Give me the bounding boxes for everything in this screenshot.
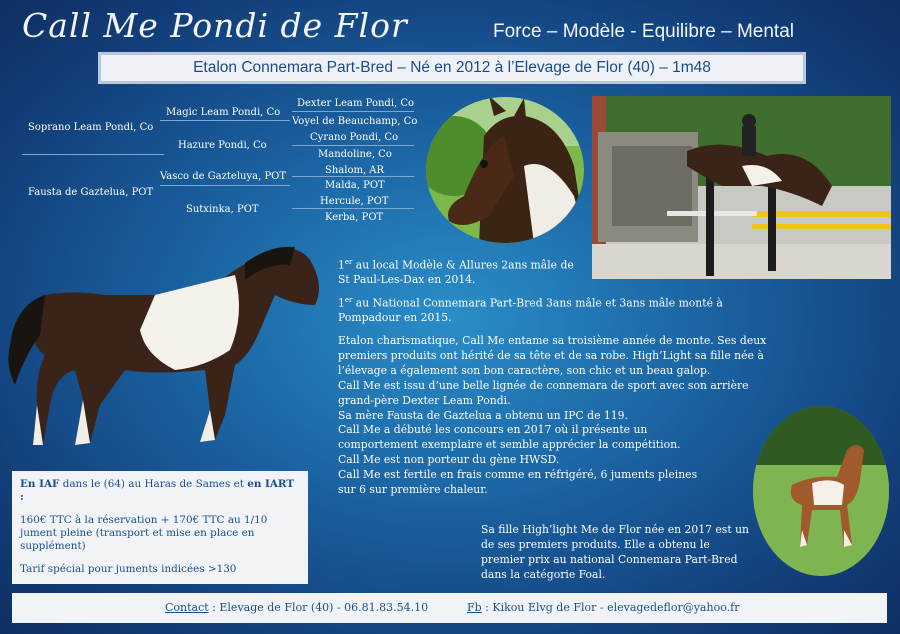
stallion-photo [5, 235, 325, 465]
foal-caption: Sa fille High’light Me de Flor née en 2017 est un de ses premiers produits. Elle a obtenu le premier prix au national Connemara Part-Bred dans la catégorie Foal. [481, 523, 750, 581]
slogan: Force – Modèle - Equilibre – Mental [493, 21, 794, 42]
pedigree-dam-sire: Vasco de Gazteluya, POT [160, 171, 287, 182]
price-info: 160€ TTC à la réservation + 170€ TTC au 1/10 jument pleine (transport et mise en place en supplément) [20, 514, 268, 552]
pedigree-ggp: Dexter Leam Pondi, Co [297, 98, 415, 109]
special-rate: Tarif spécial pour juments indicées >130 [20, 563, 237, 575]
pricing-box [12, 471, 308, 584]
horse-head-photo [424, 96, 586, 244]
insemination-info: En IAF dans le (64) au Haras de Sames et en IART : [20, 478, 295, 503]
pedigree-ggp: Hercule, POT [320, 196, 389, 207]
pedigree-ggp: Kerba, POT [325, 212, 384, 223]
subtitle-banner: Etalon Connemara Part-Bred – Né en 2012 à l’Elevage de Flor (40) – 1m48 [98, 52, 806, 84]
pedigree-ggp: Cyrano Pondi, Co [310, 132, 399, 143]
pedigree-line [292, 145, 414, 146]
pedigree-sire: Soprano Leam Pondi, Co [28, 122, 154, 133]
page-title: Call Me Pondi de Flor [22, 6, 408, 45]
description: Etalon charismatique, Call Me entame sa troisième année de monte. Ses deux premiers produits ont hérité de sa tête et de sa robe. High’Light sa fille née à l’élevage a également son bon caractère, son chic et un beau galop. Call Me est issu d’une belle lignée de connemara de sport avec son arrière grand-père Dexter Leam Pondi. Sa mère Fausta de Gaztelua a obtenu un IPC de 119. Call Me a débuté les concours en 2017 où il présente un comportement exemplaire et semble apprécier la compétition. Call Me est non porteur du gène HWSD. Call Me est fertile en frais comme en réfrigéré, 6 juments pleines sur 6 sur première chaleur. [338, 334, 767, 497]
pedigree-line [292, 176, 414, 177]
pedigree-dam-dam: Sutxinka, POT [186, 204, 259, 215]
pedigree-line [22, 154, 164, 155]
facebook-contact[interactable]: Fb : Kikou Elvg de Flor - elevagedeflor@yahoo.fr [467, 601, 740, 614]
pedigree-line [292, 208, 414, 209]
footer [12, 593, 887, 623]
pedigree-ggp: Voyel de Beauchamp, Co [292, 116, 418, 127]
pedigree-ggp: Shalom, AR [325, 165, 385, 176]
pedigree-line [160, 120, 290, 121]
pedigree-ggp: Malda, POT [325, 180, 385, 191]
jumping-photo [592, 96, 891, 279]
contact: Contact : Elevage de Flor (40) - 06.81.83.54.10 [165, 601, 429, 614]
pedigree-line [292, 111, 414, 112]
pedigree-sire-dam: Hazure Pondi, Co [178, 140, 267, 151]
pedigree-line [160, 185, 290, 186]
pedigree-sire-sire: Magic Leam Pondi, Co [166, 107, 281, 118]
palmares-2: 1er au National Connemara Part-Bred 3ans mâle et 3ans mâle monté à Pompadour en 2015. [338, 296, 723, 324]
palmares-1: 1er au local Modèle & Allures 2ans mâle de St Paul-Les-Dax en 2014. [338, 258, 574, 286]
pedigree-dam: Fausta de Gaztelua, POT [28, 187, 154, 198]
pedigree-ggp: Mandoline, Co [318, 149, 392, 160]
foal-photo [752, 405, 890, 577]
